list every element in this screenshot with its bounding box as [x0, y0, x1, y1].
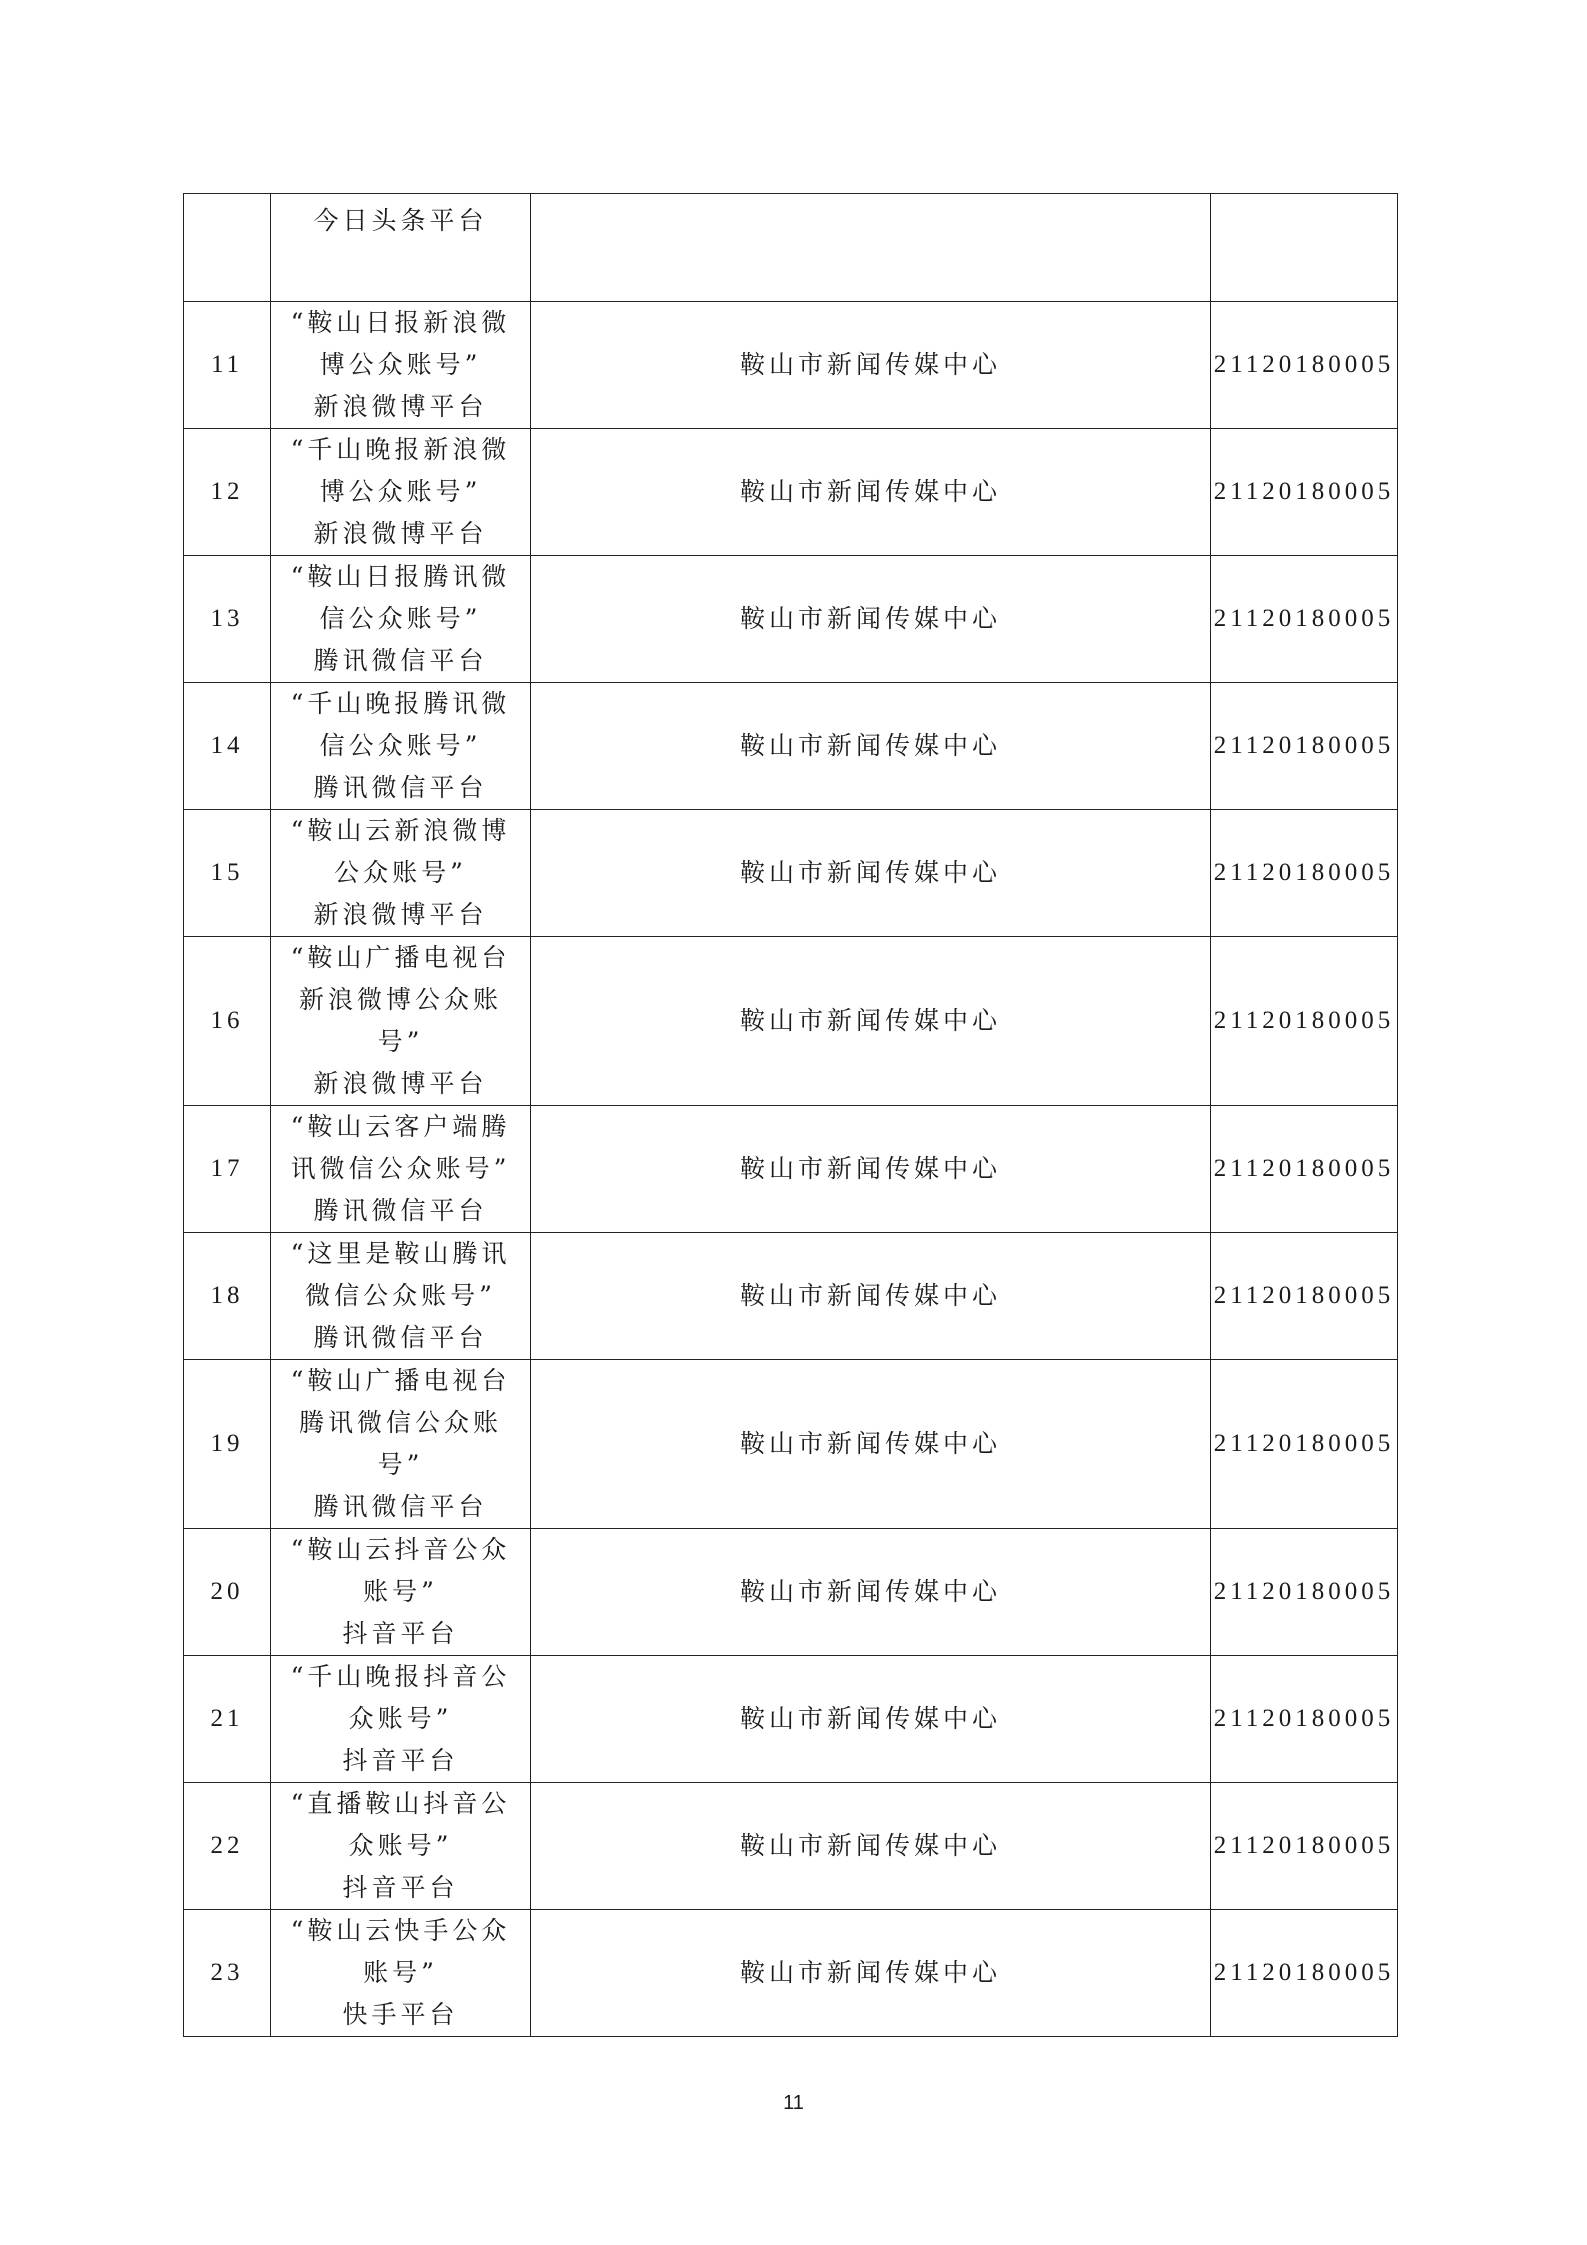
account-name-line: 新浪微博平台 [313, 519, 488, 548]
organization-cell: 鞍山市新闻传媒中心 [531, 683, 1211, 810]
license-code-cell: 21120180005 [1211, 1910, 1398, 2037]
account-name-line: 信公众账号” [319, 731, 482, 760]
account-name-line: 抖音平台 [342, 1619, 459, 1648]
table-row [184, 1529, 1398, 1656]
row-number-cell: 17 [184, 1106, 271, 1233]
account-name-line: 今日头条平台 [313, 206, 488, 235]
license-code-cell: 21120180005 [1211, 1656, 1398, 1783]
organization-cell: 鞍山市新闻传媒中心 [531, 302, 1211, 429]
table-row [184, 302, 1398, 429]
organization-cell: 鞍山市新闻传媒中心 [531, 1656, 1211, 1783]
row-number-cell [184, 194, 271, 302]
table-row [184, 194, 1398, 302]
account-name-line: 快手平台 [342, 2000, 459, 2029]
license-code-cell: 21120180005 [1211, 556, 1398, 683]
account-name-cell [271, 1106, 531, 1233]
license-code-cell: 21120180005 [1211, 1360, 1398, 1529]
account-name-cell [271, 810, 531, 937]
organization-cell [531, 194, 1211, 302]
row-number-cell: 13 [184, 556, 271, 683]
account-name-line: 腾讯微信平台 [313, 1323, 488, 1352]
license-code-cell: 21120180005 [1211, 302, 1398, 429]
account-name-line: 账号” [363, 1577, 438, 1606]
account-name-cell [271, 1529, 531, 1656]
organization-cell: 鞍山市新闻传媒中心 [531, 1529, 1211, 1656]
account-name-line: 号” [377, 1027, 424, 1056]
organization-cell: 鞍山市新闻传媒中心 [531, 937, 1211, 1106]
page-number: 11 [783, 2092, 804, 2114]
account-name-line: 腾讯微信公众账 [298, 1408, 502, 1437]
table-body [184, 194, 1398, 2037]
organization-cell: 鞍山市新闻传媒中心 [531, 1783, 1211, 1910]
table-row [184, 429, 1398, 556]
license-code-cell: 21120180005 [1211, 683, 1398, 810]
table-row [184, 683, 1398, 810]
account-name-line: 博公众账号” [319, 350, 482, 379]
table-row [184, 1910, 1398, 2037]
account-name-cell [271, 556, 531, 683]
row-number-cell: 16 [184, 937, 271, 1106]
account-name-cell [271, 1910, 531, 2037]
organization-cell: 鞍山市新闻传媒中心 [531, 1233, 1211, 1360]
row-number-cell: 23 [184, 1910, 271, 2037]
table-row [184, 1656, 1398, 1783]
account-name-line: 腾讯微信平台 [313, 773, 488, 802]
account-name-line: 众账号” [348, 1704, 453, 1733]
row-number-cell: 22 [184, 1783, 271, 1910]
account-name-line: “鞍山日报腾讯微 [290, 562, 511, 591]
account-name-line: “鞍山云抖音公众 [290, 1535, 511, 1564]
account-name-cell [271, 1783, 531, 1910]
account-name-line: 讯微信公众账号” [290, 1154, 511, 1183]
account-name-line: 号” [377, 1450, 424, 1479]
row-number-cell: 21 [184, 1656, 271, 1783]
account-name-cell [271, 429, 531, 556]
account-name-line: 抖音平台 [342, 1746, 459, 1775]
table-row [184, 1783, 1398, 1910]
registration-table [183, 193, 1398, 2037]
table-row [184, 1106, 1398, 1233]
license-code-cell: 21120180005 [1211, 1529, 1398, 1656]
account-name-line: “千山晚报抖音公 [290, 1662, 511, 1691]
row-number-cell: 20 [184, 1529, 271, 1656]
account-name-line: “鞍山日报新浪微 [290, 308, 511, 337]
account-name-line: “鞍山云新浪微博 [290, 816, 511, 845]
account-name-line: “鞍山云快手公众 [290, 1916, 511, 1945]
row-number-cell: 11 [184, 302, 271, 429]
organization-cell: 鞍山市新闻传媒中心 [531, 429, 1211, 556]
account-name-cell [271, 1656, 531, 1783]
row-number-cell: 18 [184, 1233, 271, 1360]
license-code-cell: 21120180005 [1211, 1233, 1398, 1360]
license-code-cell: 21120180005 [1211, 1783, 1398, 1910]
table-row [184, 810, 1398, 937]
license-code-cell: 21120180005 [1211, 937, 1398, 1106]
account-name-line: 博公众账号” [319, 477, 482, 506]
account-name-line: 抖音平台 [342, 1873, 459, 1902]
account-name-line: 新浪微博平台 [313, 900, 488, 929]
account-name-cell [271, 302, 531, 429]
organization-cell: 鞍山市新闻传媒中心 [531, 1106, 1211, 1233]
organization-cell: 鞍山市新闻传媒中心 [531, 556, 1211, 683]
table-row [184, 556, 1398, 683]
account-name-line: 新浪微博平台 [313, 1069, 488, 1098]
table-row [184, 937, 1398, 1106]
account-name-cell [271, 937, 531, 1106]
account-name-line: 腾讯微信平台 [313, 1492, 488, 1521]
organization-cell: 鞍山市新闻传媒中心 [531, 810, 1211, 937]
license-code-cell: 21120180005 [1211, 429, 1398, 556]
account-name-line: “鞍山广播电视台 [290, 1366, 511, 1395]
account-name-cell [271, 1360, 531, 1529]
license-code-cell: 21120180005 [1211, 1106, 1398, 1233]
table-row [184, 1233, 1398, 1360]
license-code-cell: 21120180005 [1211, 810, 1398, 937]
account-name-line: 众账号” [348, 1831, 453, 1860]
row-number-cell: 19 [184, 1360, 271, 1529]
account-name-line: 腾讯微信平台 [313, 646, 488, 675]
organization-cell: 鞍山市新闻传媒中心 [531, 1910, 1211, 2037]
account-name-line: “这里是鞍山腾讯 [290, 1239, 511, 1268]
account-name-line: 账号” [363, 1958, 438, 1987]
account-name-line: 腾讯微信平台 [313, 1196, 488, 1225]
organization-cell: 鞍山市新闻传媒中心 [531, 1360, 1211, 1529]
license-code-cell [1211, 194, 1398, 302]
account-name-line: 公众账号” [334, 858, 467, 887]
account-name-line: “鞍山云客户端腾 [290, 1112, 511, 1141]
account-name-line: 新浪微博平台 [313, 392, 488, 421]
row-number-cell: 15 [184, 810, 271, 937]
account-name-cell [271, 1233, 531, 1360]
account-name-line: 微信公众账号” [305, 1281, 496, 1310]
account-name-line: 新浪微博公众账 [298, 985, 502, 1014]
account-name-line: “千山晚报腾讯微 [290, 689, 511, 718]
account-name-cell [271, 683, 531, 810]
account-name-line: “鞍山广播电视台 [290, 943, 511, 972]
account-name-line: “直播鞍山抖音公 [290, 1789, 511, 1818]
account-name-line: 信公众账号” [319, 604, 482, 633]
table-row [184, 1360, 1398, 1529]
row-number-cell: 12 [184, 429, 271, 556]
row-number-cell: 14 [184, 683, 271, 810]
account-name-line: “千山晚报新浪微 [290, 435, 511, 464]
account-name-cell [271, 194, 531, 302]
